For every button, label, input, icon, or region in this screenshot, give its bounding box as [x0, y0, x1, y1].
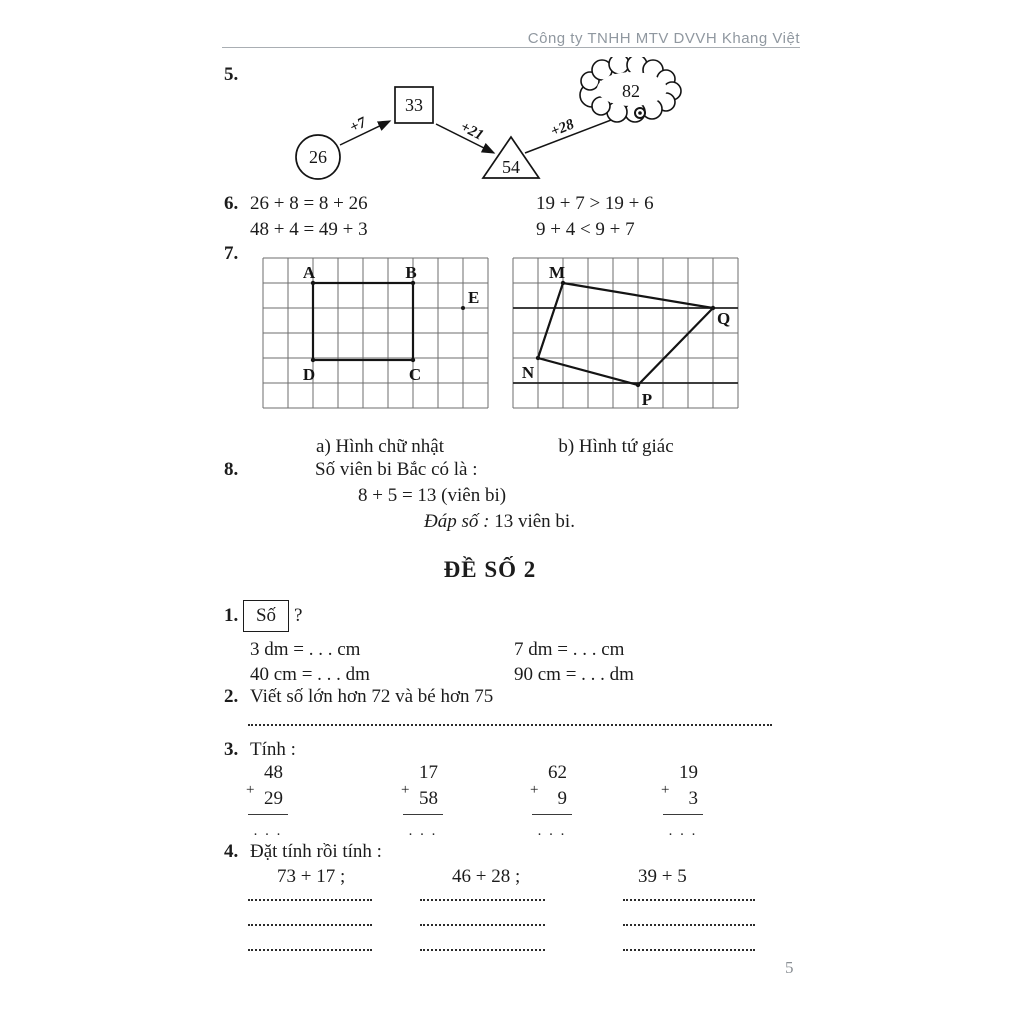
s2ex1-conv-r2c1: 40 cm = . . . dm — [250, 664, 370, 685]
ex7-caption-b: b) Hình tứ giác — [558, 436, 674, 457]
s2ex4-expression-1: 73 + 17 ; — [277, 866, 346, 887]
circle-node-value: 26 — [309, 147, 327, 167]
page-number: 5 — [785, 958, 794, 977]
sum-placeholder: . . . — [537, 823, 567, 839]
arrow-plus7-label: +7 — [347, 114, 369, 137]
addition-problem-2 — [403, 760, 443, 844]
header-company-name: Công ty TNHH MTV DVVH Khang Việt — [527, 30, 800, 47]
ex7-caption-a: a) Hình chữ nhật — [316, 436, 444, 457]
s2ex1-number: 1. — [224, 605, 239, 626]
addend-bottom: 29 — [264, 788, 283, 809]
ex7-grid-rectangle — [262, 257, 489, 409]
ex7-grid-quadrilateral — [512, 257, 739, 409]
header-rule — [222, 47, 800, 48]
addend-top: 62 — [548, 762, 567, 783]
s2ex2-text: Viết số lớn hơn 72 và bé hơn 75 — [250, 686, 494, 707]
plus-sign: + — [530, 782, 539, 798]
ex7-number: 7. — [224, 243, 239, 264]
work-line — [248, 924, 372, 926]
work-line — [420, 899, 545, 901]
sum-rule — [403, 814, 443, 815]
arrow-plus28-label: +28 — [548, 116, 577, 141]
ex8-answer — [424, 509, 575, 535]
s2ex1-conv-r2c2: 90 cm = . . . dm — [514, 664, 634, 685]
ex8-answer-value: 13 viên bi. — [494, 511, 575, 532]
addend-top: 17 — [419, 762, 438, 783]
addend-top: 19 — [679, 762, 698, 783]
grid-dark-lines — [513, 308, 738, 383]
s2ex1-conv-r1c1: 3 dm = . . . cm — [250, 639, 361, 660]
label-m: M — [548, 263, 566, 282]
ex6-eq-right-1: 19 + 7 > 19 + 6 — [536, 193, 654, 214]
work-line — [420, 924, 545, 926]
triangle-node-value: 54 — [502, 157, 520, 177]
ex6-eq-right-2: 9 + 4 < 9 + 7 — [536, 219, 635, 240]
s2ex4-expression-3: 39 + 5 — [638, 866, 687, 887]
s2ex3-number: 3. — [224, 739, 239, 760]
s2ex1-so-box: Số — [243, 600, 289, 632]
work-line — [623, 924, 755, 926]
sum-placeholder: . . . — [668, 823, 698, 839]
sum-rule — [532, 814, 572, 815]
ex5-chain-diagram — [240, 57, 690, 182]
s2ex4-label: Đặt tính rồi tính : — [250, 841, 382, 862]
cloud-node-value: 82 — [622, 81, 640, 101]
square-node-value: 33 — [405, 95, 423, 115]
label-e: E — [468, 288, 480, 307]
point-e-dot — [461, 306, 465, 310]
cloud-node — [580, 57, 681, 122]
section2-title: ĐỀ SỐ 2 — [443, 557, 537, 582]
addend-top: 48 — [264, 762, 283, 783]
label-q: Q — [717, 309, 731, 328]
work-line — [248, 899, 372, 901]
addend-bottom: 9 — [557, 788, 567, 809]
label-n: N — [521, 363, 535, 382]
sum-rule — [248, 814, 288, 815]
work-line — [623, 949, 755, 951]
plus-sign: + — [661, 782, 670, 798]
s2ex3-label: Tính : — [250, 739, 296, 760]
addition-problem-4 — [663, 760, 703, 844]
ex6-eq-left-2: 48 + 4 = 49 + 3 — [250, 219, 368, 240]
quadrilateral-mqpn — [538, 283, 713, 385]
addition-problem-1 — [248, 760, 288, 844]
work-line — [248, 949, 372, 951]
ex8-equation: 8 + 5 = 13 (viên bi) — [358, 485, 507, 506]
s2ex2-answer-line — [248, 724, 772, 726]
plus-sign: + — [401, 782, 410, 798]
label-c: C — [408, 365, 422, 384]
sum-placeholder: . . . — [253, 823, 283, 839]
addition-problem-3 — [532, 760, 572, 844]
s2ex1-question-mark: ? — [294, 605, 303, 626]
work-line — [623, 899, 755, 901]
s2ex2-number: 2. — [224, 686, 239, 707]
arrow-plus21-label: +21 — [457, 118, 486, 144]
addend-bottom: 3 — [688, 788, 698, 809]
ex8-answer-label: Đáp số : — [424, 511, 490, 532]
grid-lines — [263, 258, 488, 408]
ex6-eq-left-1: 26 + 8 = 8 + 26 — [250, 193, 368, 214]
ex6-number: 6. — [224, 193, 239, 214]
s2ex4-number: 4. — [224, 841, 239, 862]
ex8-statement: Số viên bi Bắc có là : — [315, 459, 478, 480]
label-b: B — [405, 263, 417, 282]
sum-rule — [663, 814, 703, 815]
label-d: D — [302, 365, 316, 384]
s2ex4-expression-2: 46 + 28 ; — [452, 866, 521, 887]
s2ex1-conv-r1c2: 7 dm = . . . cm — [514, 639, 625, 660]
plus-sign: + — [246, 782, 255, 798]
addend-bottom: 58 — [419, 788, 438, 809]
work-line — [420, 949, 545, 951]
sum-placeholder: . . . — [408, 823, 438, 839]
ex5-number: 5. — [224, 64, 239, 85]
ex8-number: 8. — [224, 459, 239, 480]
label-p: P — [641, 390, 653, 409]
label-a: A — [302, 263, 316, 282]
